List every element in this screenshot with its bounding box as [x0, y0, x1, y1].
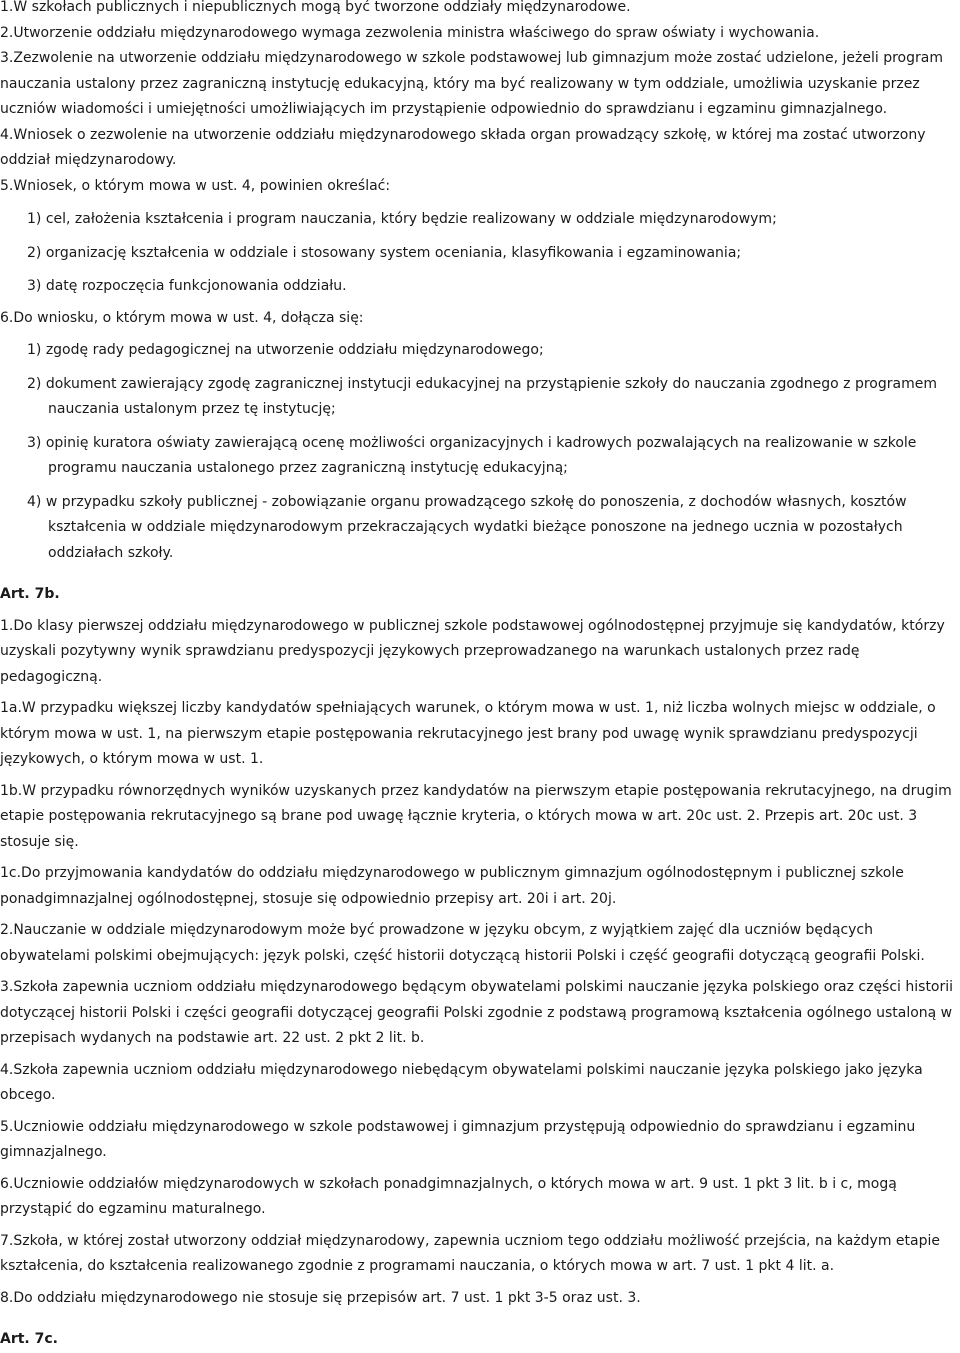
paragraph: 1c.Do przyjmowania kandydatów do oddziału międzynarodowego w publicznym gimnazjum ogólnodostępnym i publicznej szkole ponadgimnazjalnej ogólnodostępnej, stosuje się odpowiednio przepisy art. 20i i art. 20j. [0, 865, 904, 907]
list-item: 2) dokument zawierający zgodę zagranicznej instytucji edukacyjnej na przystąpienie szkoły do nauczania zgodnego z programem nauczania ustalonym przez tę instytucję; [27, 375, 937, 417]
article-heading-7b: Art. 7b. [0, 586, 60, 602]
paragraph-2: 2.Utworzenie oddziału międzynarodowego wymaga zezwolenia ministra właściwego do spraw oświaty i wychowania. [0, 24, 820, 41]
article-heading-7c: Art. 7c. [0, 1331, 58, 1347]
paragraph: 1.Do klasy pierwszej oddziału międzynarodowego w publicznej szkole podstawowej ogólnodostępnej przyjmuje się kandydatów, którzy uzyskali pozytywny wynik sprawdzianu predyspozycji językowych przeprowadzanego na warunkach ustalonych przez radę pedagogiczną. [0, 617, 945, 685]
list-paragraph-5 [0, 207, 960, 300]
list-paragraph-6 [0, 338, 960, 566]
paragraph-6: 6.Do wniosku, o którym mowa w ust. 4, dołącza się: [0, 309, 364, 326]
list-item: 3) datę rozpoczęcia funkcjonowania oddziału. [27, 278, 347, 294]
paragraph-5: 5.Wniosek, o którym mowa w ust. 4, powinien określać: [0, 177, 391, 194]
paragraph: 4.Szkoła zapewnia uczniom oddziału międzynarodowego niebędącym obywatelami polskimi nauczanie języka polskiego jako języka obcego. [0, 1061, 923, 1103]
paragraph: 7.Szkoła, w której został utworzony oddział międzynarodowy, zapewnia uczniom tego oddziału możliwość przejścia, na każdym etapie kształcenia, do kształcenia realizowanego zgodnie z programami nauczania, o których mowa w art. 7 ust. 1 pkt 4 lit. a. [0, 1232, 940, 1274]
paragraph: 2.Nauczanie w oddziale międzynarodowym może być prowadzone w języku obcym, z wyjątkiem zajęć dla uczniów będących obywatelami polskimi obejmujących: język polski, część historii dotyczącą historii Polski i część geografii dotyczącą geografii Polski. [0, 922, 925, 964]
paragraph-4: 4.Wniosek o zezwolenie na utworzenie oddziału międzynarodowego składa organ prowadzący szkołę, w której ma zostać utworzony oddział międzynarodowy. [0, 126, 926, 168]
paragraph: 5.Uczniowie oddziału międzynarodowego w szkole podstawowej i gimnazjum przystępują odpowiednio do sprawdzianu i egzaminu gimnazjalnego. [0, 1118, 916, 1160]
paragraph: 1b.W przypadku równorzędnych wyników uzyskanych przez kandydatów na pierwszym etapie postępowania rekrutacyjnego, na drugim etapie postępowania rekrutacyjnego są brane pod uwagę łącznie kryteria, o których mowa w art. 20c ust. 2. Przepis art. 20c ust. 3 stosuje się. [0, 782, 952, 850]
paragraph: 1a.W przypadku większej liczby kandydatów spełniających warunek, o którym mowa w ust. 1, niż liczba wolnych miejsc w oddziale, o którym mowa w ust. 1, na pierwszym etapie postępowania rekrutacyjnego jest brany pod uwagę wynik sprawdzianu predyspozycji językowych, o którym mowa w ust. 1. [0, 700, 936, 767]
article-7b-body [0, 614, 960, 1312]
paragraph: 3.Szkoła zapewnia uczniom oddziału międzynarodowego będącym obywatelami polskimi nauczanie języka polskiego oraz części historii dotyczącej historii Polski i części geografii dotyczącej geografii Polski zgodnie z podstawą programową kształcenia ogólnego ustaloną w przepisach wydanych na podstawie art. 22 ust. 2 pkt 2 lit. b. [0, 979, 954, 1046]
list-item: 1) zgodę rady pedagogicznej na utworzenie oddziału międzynarodowego; [27, 342, 544, 358]
list-item: 2) organizację kształcenia w oddziale i stosowany system oceniania, klasyfikowania i egzaminowania; [27, 244, 742, 261]
list-item: 4) w przypadku szkoły publicznej - zobowiązanie organu prowadzącego szkołę do ponoszenia, z dochodów własnych, kosztów kształcenia w oddziale międzynarodowym przekraczających wydatki bieżące ponoszone na jednego ucznia w pozostałych oddziałach szkoły. [27, 493, 907, 561]
paragraph: 6.Uczniowie oddziałów międzynarodowych w szkołach ponadgimnazjalnych, o których mowa w art. 9 ust. 1 pkt 3 lit. b i c, mogą przystąpić do egzaminu maturalnego. [0, 1175, 897, 1217]
paragraph-3: 3.Zezwolenie na utworzenie oddziału międzynarodowego w szkole podstawowej lub gimnazjum może zostać udzielone, jeżeli program nauczania ustalony przez zagraniczną instytucję edukacyjną, który ma być realizowany w tym oddziale, umożliwia uzyskanie przez uczniów wiadomości i umiejętności umożliwiających im przystąpienie odpowiednio do sprawdzianu i egzaminu gimnazjalnego. [0, 50, 943, 117]
paragraph: 8.Do oddziału międzynarodowego nie stosuje się przepisów art. 7 ust. 1 pkt 3-5 oraz ust. 3. [0, 1289, 641, 1306]
list-item: 1) cel, założenia kształcenia i program nauczania, który będzie realizowany w oddziale międzynarodowym; [27, 211, 777, 227]
list-item: 3) opinię kuratora oświaty zawierającą ocenę możliwości organizacyjnych i kadrowych pozwalających na realizowanie w szkole programu nauczania ustalonego przez zagraniczną instytucję edukacyjną; [27, 434, 917, 476]
paragraph-1: 1.W szkołach publicznych i niepublicznych mogą być tworzone oddziały międzynarodowe. [0, 0, 631, 15]
